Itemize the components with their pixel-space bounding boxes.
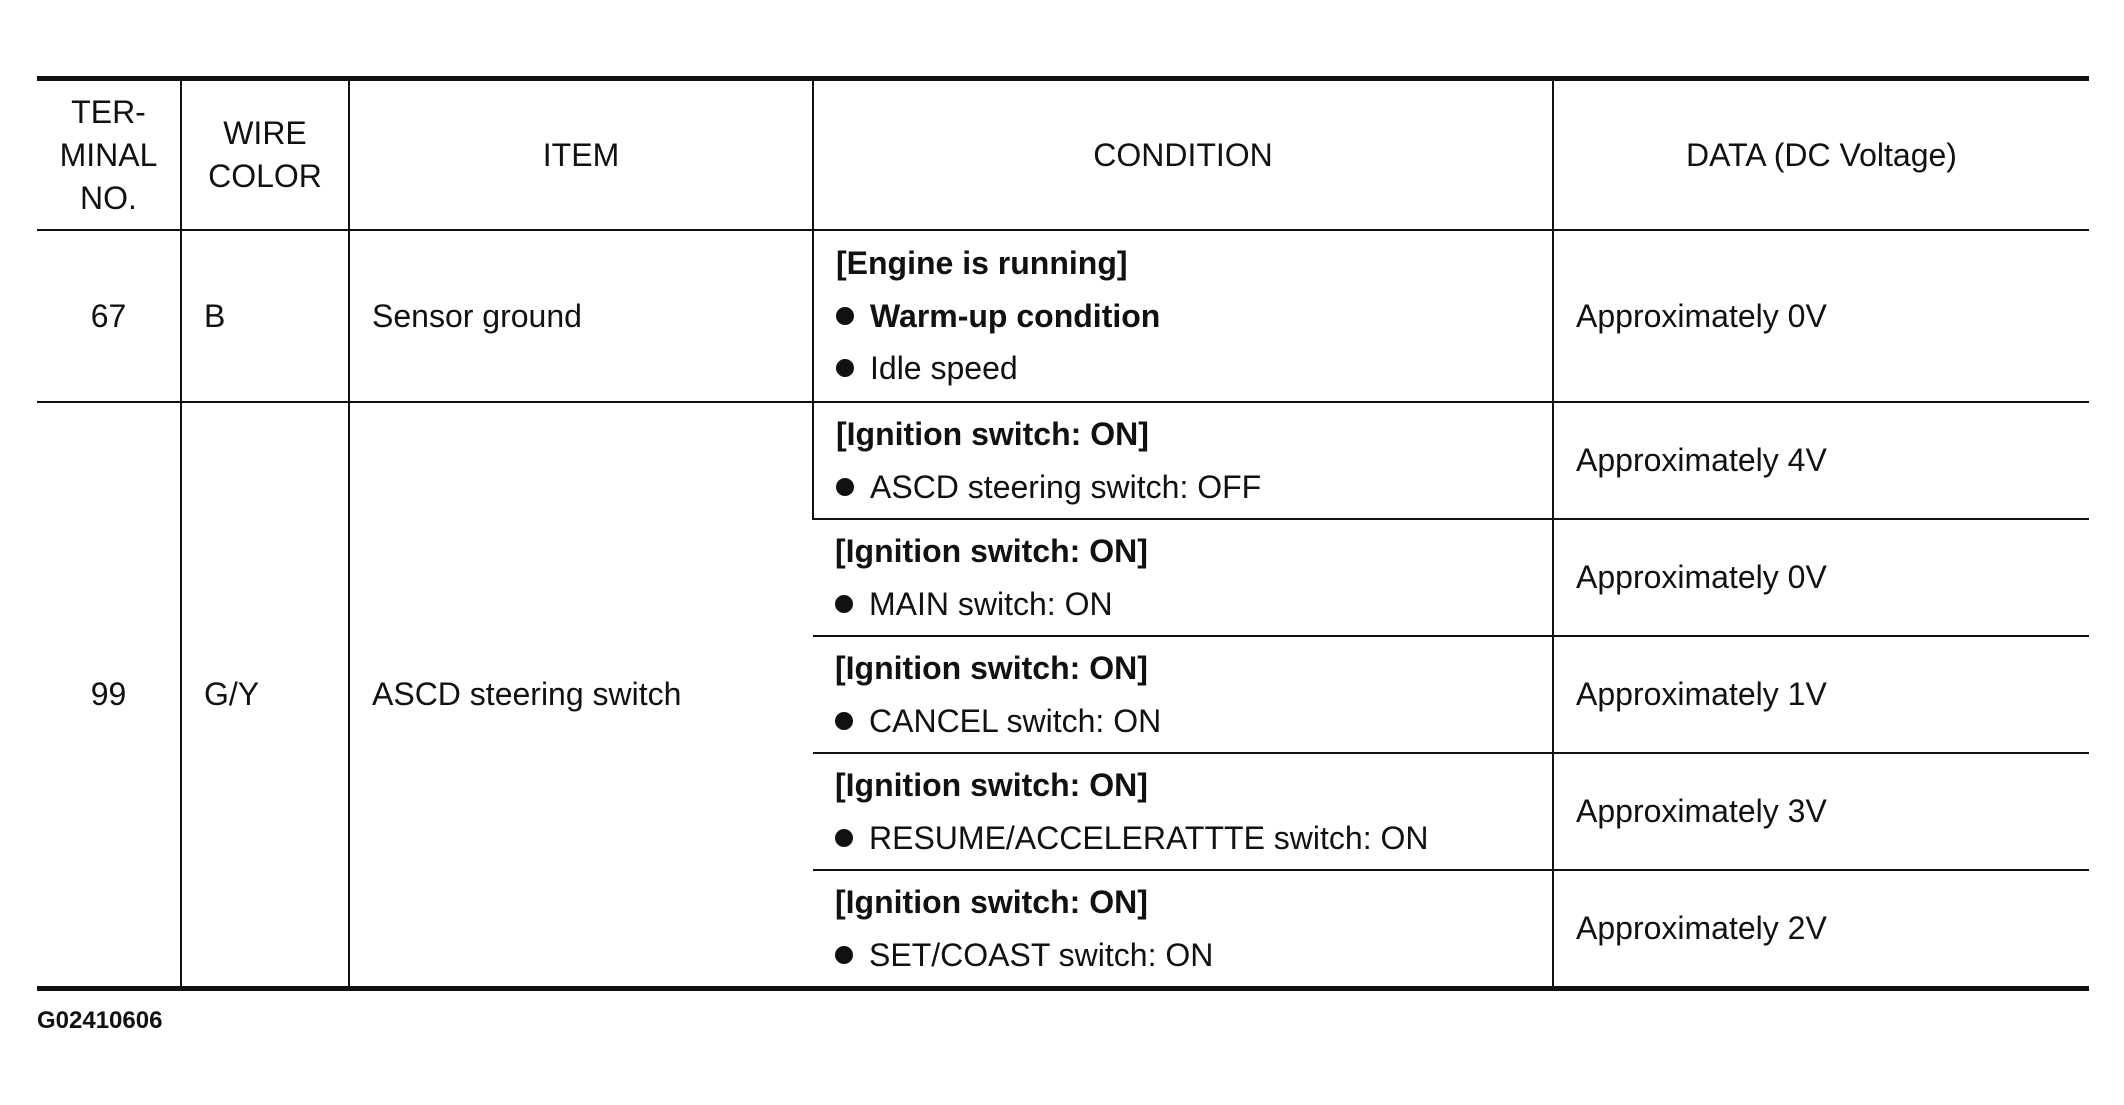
header-row	[37, 79, 2089, 231]
data-cell: Approximately 2V	[1553, 870, 2089, 989]
data-cell: Approximately 1V	[1553, 636, 2089, 753]
header-condition: CONDITION	[813, 79, 1553, 231]
figure-id-label: G02410606	[37, 1007, 163, 1034]
condition-cell	[813, 636, 1553, 753]
condition-cell	[813, 402, 1553, 519]
terminal-no-cell: 67	[37, 230, 181, 402]
condition-heading: [Ignition switch: ON]	[835, 650, 1148, 687]
item-cell: ASCD steering switch	[349, 402, 813, 989]
bullet-icon	[835, 946, 853, 964]
bullet-icon	[835, 595, 853, 613]
condition-bullet: SET/COAST switch: ON	[835, 936, 1552, 974]
header-data: DATA (DC Voltage)	[1553, 79, 2089, 231]
header-wire-color: WIRE COLOR	[181, 79, 349, 231]
data-cell: Approximately 0V	[1553, 230, 2089, 402]
bullet-icon	[835, 712, 853, 730]
ecm-terminal-table	[37, 76, 2089, 991]
data-cell: Approximately 4V	[1553, 402, 2089, 519]
wire-color-cell: B	[181, 230, 349, 402]
condition-heading: [Ignition switch: ON]	[835, 533, 1148, 570]
data-cell: Approximately 0V	[1553, 519, 2089, 636]
condition-bullet: RESUME/ACCELERATTTE switch: ON	[835, 819, 1552, 857]
condition-bullet: CANCEL switch: ON	[835, 702, 1552, 740]
condition-bullet: MAIN switch: ON	[835, 585, 1552, 623]
condition-cell	[813, 870, 1553, 989]
condition-cell	[813, 753, 1553, 870]
condition-bullet: ASCD steering switch: OFF	[836, 468, 1552, 506]
condition-heading: [Ignition switch: ON]	[835, 767, 1148, 804]
condition-cell	[813, 230, 1553, 402]
terminal-no-cell: 99	[37, 402, 181, 989]
bullet-icon	[836, 359, 854, 377]
condition-bullet: Warm-up condition	[836, 297, 1552, 335]
condition-heading: [Engine is running]	[836, 245, 1128, 282]
condition-bullet: Idle speed	[836, 349, 1552, 387]
condition-heading: [Ignition switch: ON]	[836, 416, 1149, 453]
header-terminal-no: TER- MINAL NO.	[59, 93, 158, 216]
wire-color-cell: G/Y	[181, 402, 349, 989]
table-row	[37, 230, 2089, 402]
condition-heading: [Ignition switch: ON]	[835, 884, 1148, 921]
bullet-icon	[836, 478, 854, 496]
table-row	[37, 402, 2089, 519]
data-cell: Approximately 3V	[1553, 753, 2089, 870]
header-item: ITEM	[349, 79, 813, 231]
bullet-icon	[836, 307, 854, 325]
item-cell: Sensor ground	[349, 230, 813, 402]
condition-cell	[813, 519, 1553, 636]
bullet-icon	[835, 829, 853, 847]
